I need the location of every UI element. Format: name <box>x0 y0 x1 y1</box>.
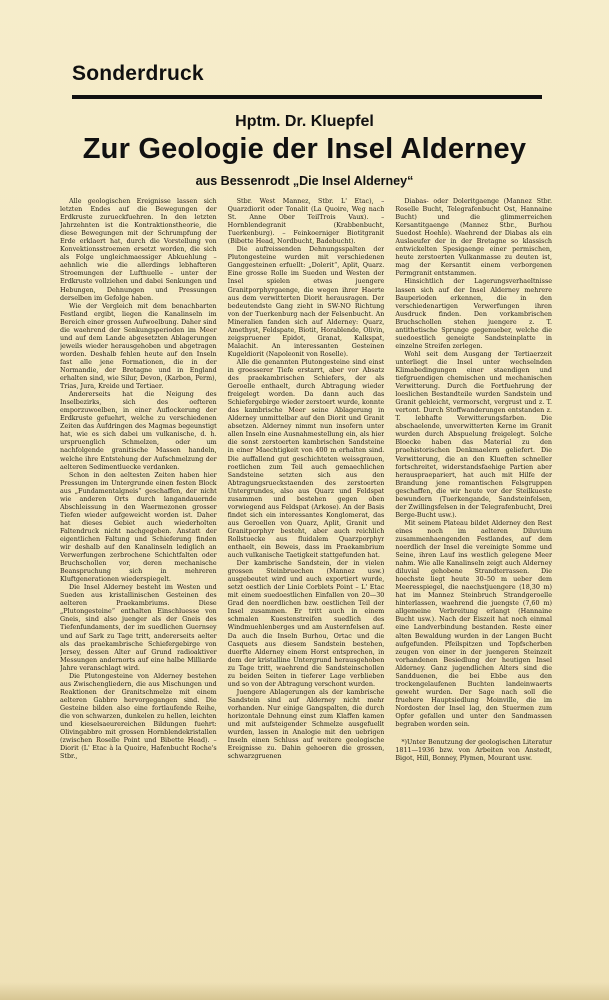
paragraph: Mit seinem Plateau bildet Alderney den Rest eines noch im aelteren Diluvium zusammenhaengenden Festlandes, auf dem noerdlich der Insel die vereinigte Somme und Seine, ihren Lauf ins westlich gelegene Meer nahm. Wie alle Kanalinseln zeigt auch Alderney diluvial gehobene Strandterrassen. Die hoechste liegt heute 30–50 m ueber dem Meeresspiegel, die naechstjuengere (18,30 m) hat im Mannez Steinbruch Strandgeroelle hinterlassen, waehrend die juengste (7,60 m) allgemeine Verbreitung erlangt (Hannaine Bucht usw.). Nach der Eiszeit hat noch einmal eine Landverbindung bestanden. Reste einer alten Bewaldung wurden in der Langen Bucht aufgefunden. Pfeilspitzen und Topfscherben zeugen von einer in der juengeren Steinzeit vorhandenen Besiedlung der heutigen Insel Alderney. Ganz jugendlichen Alters sind die Sandduenen, die bei Ebbe aus den trockengelaufenen Buchten landeinwaerts geweht wurden. Der Sage nach soll die fruehere Hauptsiedlung Moinville, die im Nordosten der Insel lag, den Stuermen zum Opfer gefallen und unter den Sandmassen begraben worden sein. <box>395 518 553 729</box>
column-middle <box>228 197 385 977</box>
article-title: Zur Geologie der Insel Alderney <box>82 133 527 165</box>
paragraph: Die aufreissenden Dehnungsspalten der Plutongesteine wurden mit verschiedenen Ganggesteinen erfuellt: „Dolerit“, Aplit, Quarz. Eine grosse Rolle im Sueden und Westen der Insel spielen etwas juengere Granitporphyrgaenge, die wegen ihrer Haerte aus dem verwitterten Diorit herausragen. Der bedeutendste Gang zieht in SW-NO Richtung von der Tuerkenburg nach der Felsenbucht. An Mineralien fanden sich auf Alderney: Quarz, Amethyst, Feldspate, Biotit, Horablende, Olivin, zeigspruener Epidot, Granat, Kalkspat, Malachit. An interessanten Gesteinen Kugeldiorit (Napoleonit von Roselle). <box>227 245 385 358</box>
paragraph: Alle die genannten Plutongesteine sind einst in groesserer Tiefe erstarrt, aber vor Absatz des praekambrischen Schiefers, der als Geroelle enthaelt, durch Abtragung wieder freigelegt worden. Da dann auch das Schiefergebirge wieder zerstoert wurde, konnte das kambrische Meer seine Ablagerung in Alderney unmittelbar auf den Diorit und Granit absetzen. Alderney nimmt nun insofern unter allen Inseln eine Ausnahmestellung ein, als hier die sonst zerstoerten kambrischen Sandsteine in einer Maechtigkeit von 400 m erhalten sind. Die auffallend gut geschichteten weissgrauen, roetlichen zum Teil auch gemaechlichen Sandsteine setzten sich aus den Abtragungsrueckstaenden des zerstoerten Untergrundes, also aus Quarz und Feldspat zusammen und bestehen gegen oben vorwiegend aus Feldspat (Arkose). An der Basis findet sich ein interessantes Konglomerat, das aus Geroellen von Quarz, Aplit, Granit und Granitporphyr besteht, aber auch reichlich Rollstuecke aus fluidalem Quarzporphyr enthaelt, ein Beweis, dass im Praekambrium auch vulkanische Taetigkeit stattgefunden hat. <box>227 357 385 560</box>
paragraph: Wohl seit dem Ausgang der Tertiaerzeit unterliegt die Insel unter wechselnden Klimabedingungen einer staendigen und tiefgruendigen chemischen und mechanischen Verwitterung. Durch die Fortfuehrung der loeslichen Bestandteile wurden Sandstein und Granit gebleicht, vermorscht, vergrust und z. T. vertont. Durch Stoffwanderungen entstanden z. T. lebhafte Verwitterungsfarben. Die abschaelende, unverwitterten Kerne im Granit wurden durch Abspuelung freigelegt. Solche Bloecke haben das Material zu den praehistorischen Denkmaelern geliefert. Die Verwitterung, die an den Klueften schneller fortschreitet, widerstandsfaehige Partien aber herauspraepariert, hat auch mit Hilfe der Brandung jene romantischen Felsgruppen geschaffen, die wir heute vor der Steilkueste bewundern (Tuerkengande, Sandsteinfelsen, der Zwillingsfelsen in der Telegrafenbucht, Drei Berge-Bucht usw.). <box>395 349 553 519</box>
paragraph: Die Insel Alderney besteht im Westen und Sueden aus kristallinischen Gesteinen des aelteren Praekambriums. Diese „Plutongesteine“ enthalten Einschluesse von Gneis, sind also juenger als der Gneis des Tiefenfundaments, der im suedlichen Guernsey und auf Sark zu Tage tritt, andererseits aelter als das praekambrische Schiefergebirge von Jersey, dessen Alter auf Grund radioaktiver Messungen andernorts auf eine halbe Milliarde Jahre veranschlagt wird. <box>60 583 217 672</box>
paragraph: Die Plutongesteine von Alderney bestehen aus Zwischengliedern, die aus Mischungen und Reaktionen der Granitschmelze mit einem aelteren Gabbro hervorgegangen sind. Die Gesteine bilden also eine fortlaufende Reihe, die von schwarzen, dunkelen zu hellen, leichten und kieselsaeurereichen Bildungen fuehrt: Olivingabbro mit grossen Hornblendekristallen (zwischen Roselle Point und Bibette Head). – Diorit (L' Etac à la Quoire, Hafenbucht Roche's Stbr., <box>60 671 217 761</box>
paragraph: Alle geologischen Ereignisse lassen sich letzten Endes auf die Bewegungen der Erdkruste zurueckfuehren. In den letzten Jahrzehnten ist die Kontraktionstheorie, die diese Bewegungen mit der Schrumpfung der Erde erklaert hat, durch die Vorstellung von Konvektionsstroemen ersetzt worden, die sich als Folge ungleichmaessiger Abkuehlung – aehnlich wie die allerdings lebhafteren Stroemungen der Lufthuelle – unter der Erdkruste vollziehen und dabei Senkungen und Hebungen, Dehnungen und Pressungen derselben im Gefolge haben. <box>60 197 217 302</box>
column-right <box>395 197 552 977</box>
text-columns <box>60 197 552 977</box>
paragraph: Schon in den aeltesten Zeiten haben hier Pressungen im Untergrunde einen festen Block aus „Fundamentalgneis“ geschaffen, der nicht wie anderen Orts durch langandauernde Abschleissung in den Waermezonen grosser Tiefen wieder aufgeweicht worden ist. Daher hat dieses Gebiet auch wiederholten Faltendruck nicht nachgegeben. Anstatt der eigentlichen Faltung und Schieferung finden wir deshalb auf den Kanalinseln lediglich an Verwerfungen zerbrochene Schichtfalten oder Bruchschollen vor, deren mechanische Beanspruchung sich in mehreren Kluftgenerationen wiederspiegelt. <box>60 470 217 584</box>
paragraph: Hinsichtlich der Lagerungsverhaeltnisse lassen sich auf der Insel Alderney mehrere Bauperioden erkennen, die in den verschiedenartigen Verwerfungen ihren Ausdruck finden. Den vorkambrischen Bruchschollen stehen juengere z. T. antithetische Sprunge gegenueber, welche die suedoestlich geneigte Sandsteinplatte in einzelne Streifen zerlegen. <box>395 277 553 350</box>
offprint-label: Sonderdruck <box>72 62 204 85</box>
paragraph: Diabas- oder Doleritgaenge (Mannez Stbr. Roselle Bucht, Telegrafenbucht Ost, Hannaine Bucht) und die glimmerreichen Kersantitgaenge (Mannez Stbr., Burhou Suedost Hoehle). Waehrend der Diabas als ein Auslaeufer der in der Bretagne so klassisch entwickelten Spesigaenge einer permischen, heute zerstoerten Vulkanmasse zu deuten ist, mag der Kersantit einem verborgenen Permgranit entstammen. <box>395 197 553 278</box>
column-left <box>60 197 217 977</box>
paragraph: Andererseits hat die Neigung des Inselbezirks, sich des oefteren emporzuwoelben, in einer Auflockerung der Erdkruste gefuehrt, welche zu verschiedenen Zeiten das Aufdringen des Magmas begeunstigt hat, wie es sich dabei um vulkanische, d. h. urspruenglich Schmelzen, oder um nachfolgende granitische Massen handeln, welche ihre Entstehung der Aufschmelzung der aelteren Sedimentluecke verdanken. <box>60 390 217 471</box>
source-line: aus Bessenrodt „Die Insel Alderney“ <box>195 174 414 188</box>
heading-rule <box>72 95 542 99</box>
paragraph: Juengere Ablagerungen als der kambrische Sandstein sind auf Alderney nicht mehr vorhanden. Nur einige Gangspalten, die durch horizontale Dehnung einst zum Klaffen kamen und mit aufsteigender Schmelze ausgefuellt wurden, lassen in Analogie mit den uebrigen Inseln einen Schluss auf weitere geologische Ereignisse zu. Dahin gehoeren die grossen, schwarzgruenen <box>227 687 385 761</box>
paragraph: Stbr. West Mannez, Stbr. L' Etac), – Quarzdiorit oder Tonalit (La Quoire, Weg nach St. Anne Ober TeilTrois Vaux). – Hornblendegranit (Krabbenbucht, Tuerkenburg). – Feinkoerniger Biotitgranit (Bibette Head, Nordbucht, Badebucht). <box>227 197 385 246</box>
paragraph: Der kambrische Sandstein, der in vielen grossen Steinbruechen (Mannez usw.) ausgebeutet wird und auch exportiert wurde, setzt oestlich der Linie Corblets Point – L' Etac mit einem suedoestlichen Einfallen von 20—30 Grad den noerdlichen bzw. oestlichen Teil der Insel zusammen. Er tritt auch in einem schmalen Kuestenstreifen suedlich des Windmuehlenberges und am Austernfelsen auf. Da auch die Inseln Burhou, Ortac und die Casquets aus diesem Sandstein bestehen, duerfte Alderney einem Horst entsprechen, in dem der kristalline Untergrund herausgehoben zu Tage tritt, waehrend die Sandsteinschollen zu beiden Seiten in tieferer Lage verblieben und so von der Abtragung verschont wurden. <box>227 559 385 688</box>
paragraph: Wie der Vergleich mit dem benachbarten Festland ergibt, liegen die Kanalinseln im Bereich einer grossen Aufwoelbung. Daher sind die waehrend der Senkungsperioden im Meer und auf dem Lande abgesetzten Ablagerungen jeweils wieder herausgehoben und abgetragen worden. Deshalb fehlen heute auf den Inseln fast alle jene Formationen, die in der Normandie, der Bretagne und in England erhalten sind, wie Silur, Devon, (Karbon, Perm), Trias, Jura, Kreide und Tertiaer. <box>60 301 217 391</box>
footnote: *)Unter Benutzung der geologischen Literatur 1811—1936 bzw. von Arbeiten von Anstedt, Bigot, Hill, Bonney, Plymen, Mourant usw. <box>395 738 553 763</box>
author-line: Hptm. Dr. Kluepfel <box>235 113 374 130</box>
